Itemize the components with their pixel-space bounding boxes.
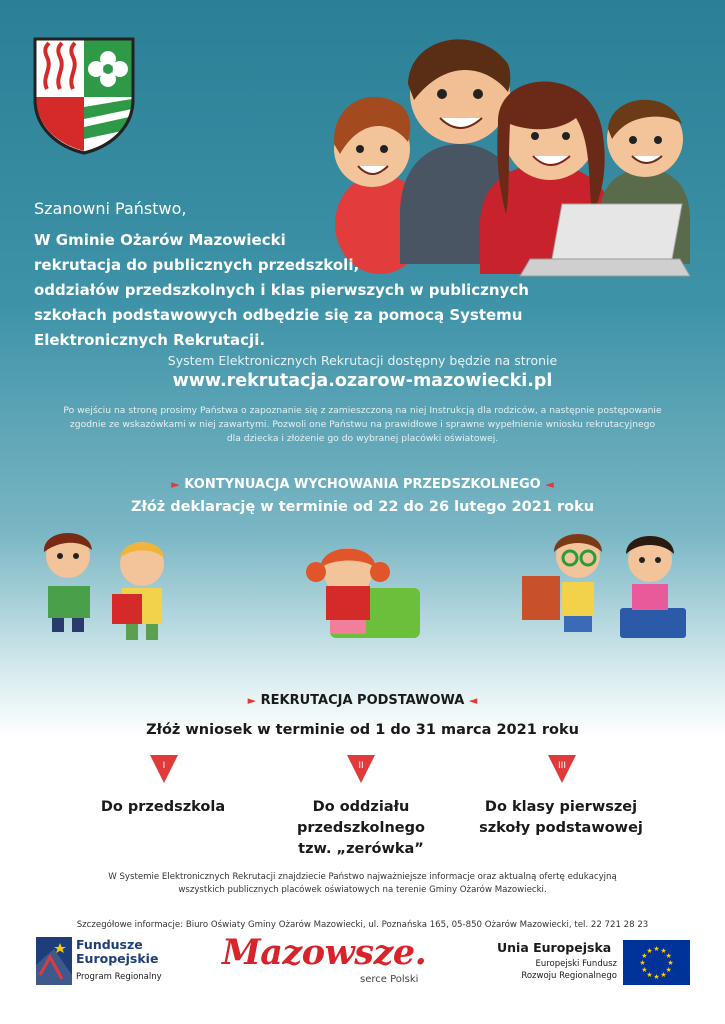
mazowsze-logo: Mazowsze. — [222, 932, 427, 973]
eu-star-icon: ★ — [653, 973, 660, 981]
eu-flag-icon — [623, 940, 690, 985]
children-reading-illustration — [30, 528, 695, 650]
eu-star-icon: ★ — [639, 959, 646, 967]
option-line: Do przedszkola — [100, 799, 226, 815]
eu-star-icon: ★ — [665, 952, 672, 960]
intro-line: oddziałów przedszkolnych i klas pierwszych w publicznych — [34, 281, 529, 299]
eu-star-icon: ★ — [660, 946, 667, 955]
footer-info — [40, 871, 685, 897]
footer-info-line: wszystkich publicznych placówek oświatowych na terenie Gminy Ożarów Mazowiecki. — [178, 885, 547, 895]
greeting: Szanowni Państwo, — [34, 199, 187, 218]
mazowsze-tagline: serce Polski — [360, 974, 419, 985]
continuation-deadline: Złóż deklarację w terminie od 22 do 26 lutego 2021 roku — [130, 499, 595, 515]
basic-deadline: Złóż wniosek w terminie od 1 do 31 marca 2021 roku — [146, 722, 579, 738]
option-line: szkoły podstawowej — [479, 820, 643, 836]
eu-star-icon: ★ — [646, 971, 653, 980]
option-preschool-department — [266, 797, 456, 860]
continuation-heading — [0, 477, 725, 492]
eu-title: Unia Europejska — [497, 940, 612, 955]
fe-line: Fundusze — [76, 937, 143, 952]
option-line: tzw. „zerówka” — [298, 841, 424, 857]
triangle-left-icon: ◄ — [545, 478, 554, 491]
eu-star-icon: ★ — [665, 966, 672, 974]
eu-star-icon: ★ — [667, 959, 674, 967]
eu-star-icon: ★ — [653, 945, 660, 953]
footer-info-line: W Systemie Elektronicznych Rekrutacji znajdziecie Państwo najważniejsze informacje oraz aktualną ofertę edukacyjną — [108, 872, 617, 882]
instructions-line: dla dziecka i złożenie go do wybranej placówki oświatowej. — [226, 433, 499, 444]
option-line: Do oddziału — [312, 799, 410, 815]
fe-line: Europejskie — [76, 951, 159, 966]
intro-line: szkołach podstawowych odbędzie się za pomocą Systemu — [34, 306, 523, 324]
coat-of-arms-emblem — [33, 37, 135, 155]
fundusze-europejskie-title — [76, 938, 158, 966]
eu-sub-line: Rozwoju Regionalnego — [521, 971, 617, 981]
eu-star-icon: ★ — [646, 946, 653, 955]
marker-label: II — [358, 761, 364, 771]
option-preschool — [68, 797, 258, 818]
option-first-grade — [466, 797, 656, 839]
recruitment-url-link[interactable]: www.rekrutacja.ozarow-mazowiecki.pl — [172, 371, 553, 391]
eu-sub-line: Europejski Fundusz — [535, 959, 617, 969]
eu-star-icon: ★ — [660, 971, 667, 980]
triangle-right-icon: ► — [247, 694, 257, 707]
intro-line: W Gminie Ożarów Mazowiecki — [34, 231, 286, 249]
option-marker-2 — [346, 754, 376, 784]
basic-recruitment-heading — [0, 693, 725, 708]
system-availability-text: System Elektronicznych Rekrutacji dostępny będzie na stronie — [167, 353, 558, 368]
instructions-paragraph — [40, 404, 685, 446]
basic-heading-text: REKRUTACJA PODSTAWOWA — [260, 693, 465, 708]
option-line: przedszkolnego — [297, 820, 425, 836]
continuation-heading-text: KONTYNUACJA WYCHOWANIA PRZEDSZKOLNEGO — [184, 477, 541, 492]
triangle-left-icon: ◄ — [468, 694, 478, 707]
contact-details: Szczegółowe informacje: Biuro Oświaty Gminy Ożarów Mazowiecki, ul. Poznańska 165, 05-850 Ożarów Mazowiecki, tel. 22 721 28 23 — [76, 920, 649, 930]
fundusze-europejskie-logo-icon — [34, 935, 74, 987]
instructions-line: zgodnie ze wskazówkami w niej zawartymi. Pozwoli one Państwu na prawidłowe i sprawne wypełnienie wniosku rekrutacyjnego — [69, 419, 656, 430]
down-triangle-icon — [346, 754, 376, 784]
triangle-right-icon: ► — [171, 478, 180, 491]
marker-label: I — [162, 761, 166, 771]
eu-star-icon: ★ — [641, 966, 648, 974]
down-triangle-icon — [149, 754, 179, 784]
intro-line: rekrutacja do publicznych przedszkoli, — [34, 256, 360, 274]
option-line: Do klasy pierwszej — [484, 799, 638, 815]
down-triangle-icon — [547, 754, 577, 784]
option-marker-1 — [149, 754, 179, 784]
eu-subtitle — [497, 958, 617, 982]
fundusze-europejskie-subtitle: Program Regionalny — [76, 972, 162, 982]
intro-paragraph — [34, 228, 554, 353]
instructions-line: Po wejściu na stronę prosimy Państwa o zapoznanie się z zamieszczoną na niej Instrukcją dla rodziców, a następnie postępowanie — [63, 405, 662, 416]
eu-star-icon: ★ — [641, 952, 648, 960]
marker-label: III — [558, 761, 566, 771]
option-marker-3 — [547, 754, 577, 784]
intro-line: Elektronicznych Rekrutacji. — [34, 331, 266, 349]
